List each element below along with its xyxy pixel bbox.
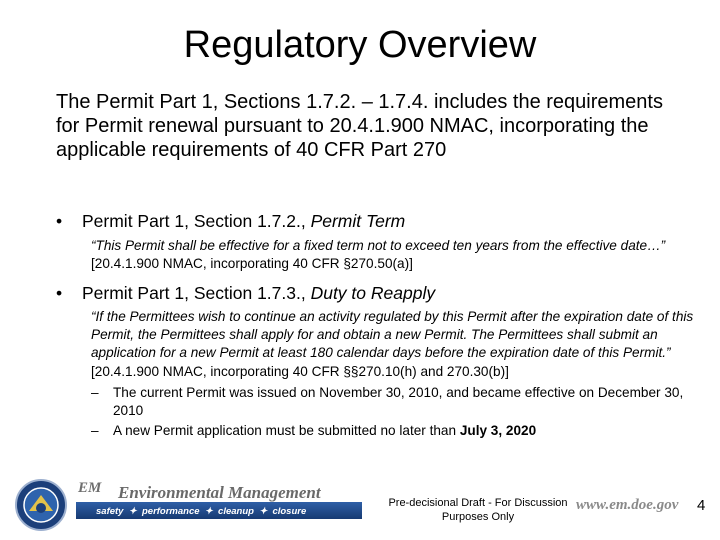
reapply-quote	[91, 308, 695, 381]
sub-item-current-permit	[91, 384, 695, 420]
bullet-permit-term	[56, 210, 696, 232]
quote-citation: [20.4.1.900 NMAC, incorporating 40 CFR §270.50(a)]	[91, 256, 413, 271]
logo-title: Environmental Management	[118, 483, 321, 502]
deadline-text: A new Permit application must be submitted no later than	[113, 423, 460, 439]
sub-item-application-deadline	[91, 422, 695, 440]
environmental-management-logo	[14, 478, 364, 532]
bullet-emphasis: Permit Term	[310, 211, 406, 231]
quote-text: “This Permit shall be effective for a fixed term not to exceed ten years from the effective date…”	[91, 238, 666, 253]
dash-marker: –	[91, 384, 99, 400]
bullet-lead: Permit Part 1, Section 1.7.3.,	[82, 283, 311, 303]
footer-disclaimer: Pre-decisional Draft - For Discussion Purposes Only	[388, 497, 568, 523]
duty-to-reapply-block	[91, 308, 695, 440]
quote-text: “If the Permittees wish to continue an activity regulated by this Permit after the expiration date of this Permit, the Permittees shall apply for and obtain a new Permit. The Permittees shall submit an application for a new Permit at least 180 calendar days before the expiration date of this Permit.”	[91, 309, 694, 361]
sub-item-text: The current Permit was issued on November 30, 2010, and became effective on December 30, 2010	[113, 384, 684, 419]
page-number: 4	[697, 497, 706, 514]
footer-url: www.em.doe.gov	[576, 497, 679, 513]
logo-tagline: safety ✦ performance ✦ cleanup ✦ closure	[96, 506, 307, 517]
bullet-emphasis: Duty to Reapply	[310, 283, 436, 303]
quote-citation: [20.4.1.900 NMAC, incorporating 40 CFR §§270.10(h) and 270.30(b)]	[91, 363, 509, 379]
logo-letters: EM	[78, 480, 102, 496]
doe-seal-icon	[16, 480, 66, 530]
permit-term-quote	[91, 237, 691, 273]
dash-marker: –	[91, 423, 99, 439]
sub-item-text	[113, 422, 695, 440]
slide-title: Regulatory Overview	[183, 24, 537, 66]
bullet-lead: Permit Part 1, Section 1.7.2.,	[82, 211, 311, 231]
deadline-date: July 3, 2020	[459, 423, 537, 439]
bullet-marker: •	[56, 211, 63, 231]
intro-paragraph: The Permit Part 1, Sections 1.7.2. – 1.7.4. includes the requirements for Permit renewal pursuant to 20.4.1.900 NMAC, incorporating the applicable requirements of 40 CFR Part 270	[56, 91, 663, 161]
bullet-duty-to-reapply	[56, 282, 696, 304]
bullet-marker: •	[56, 283, 63, 303]
